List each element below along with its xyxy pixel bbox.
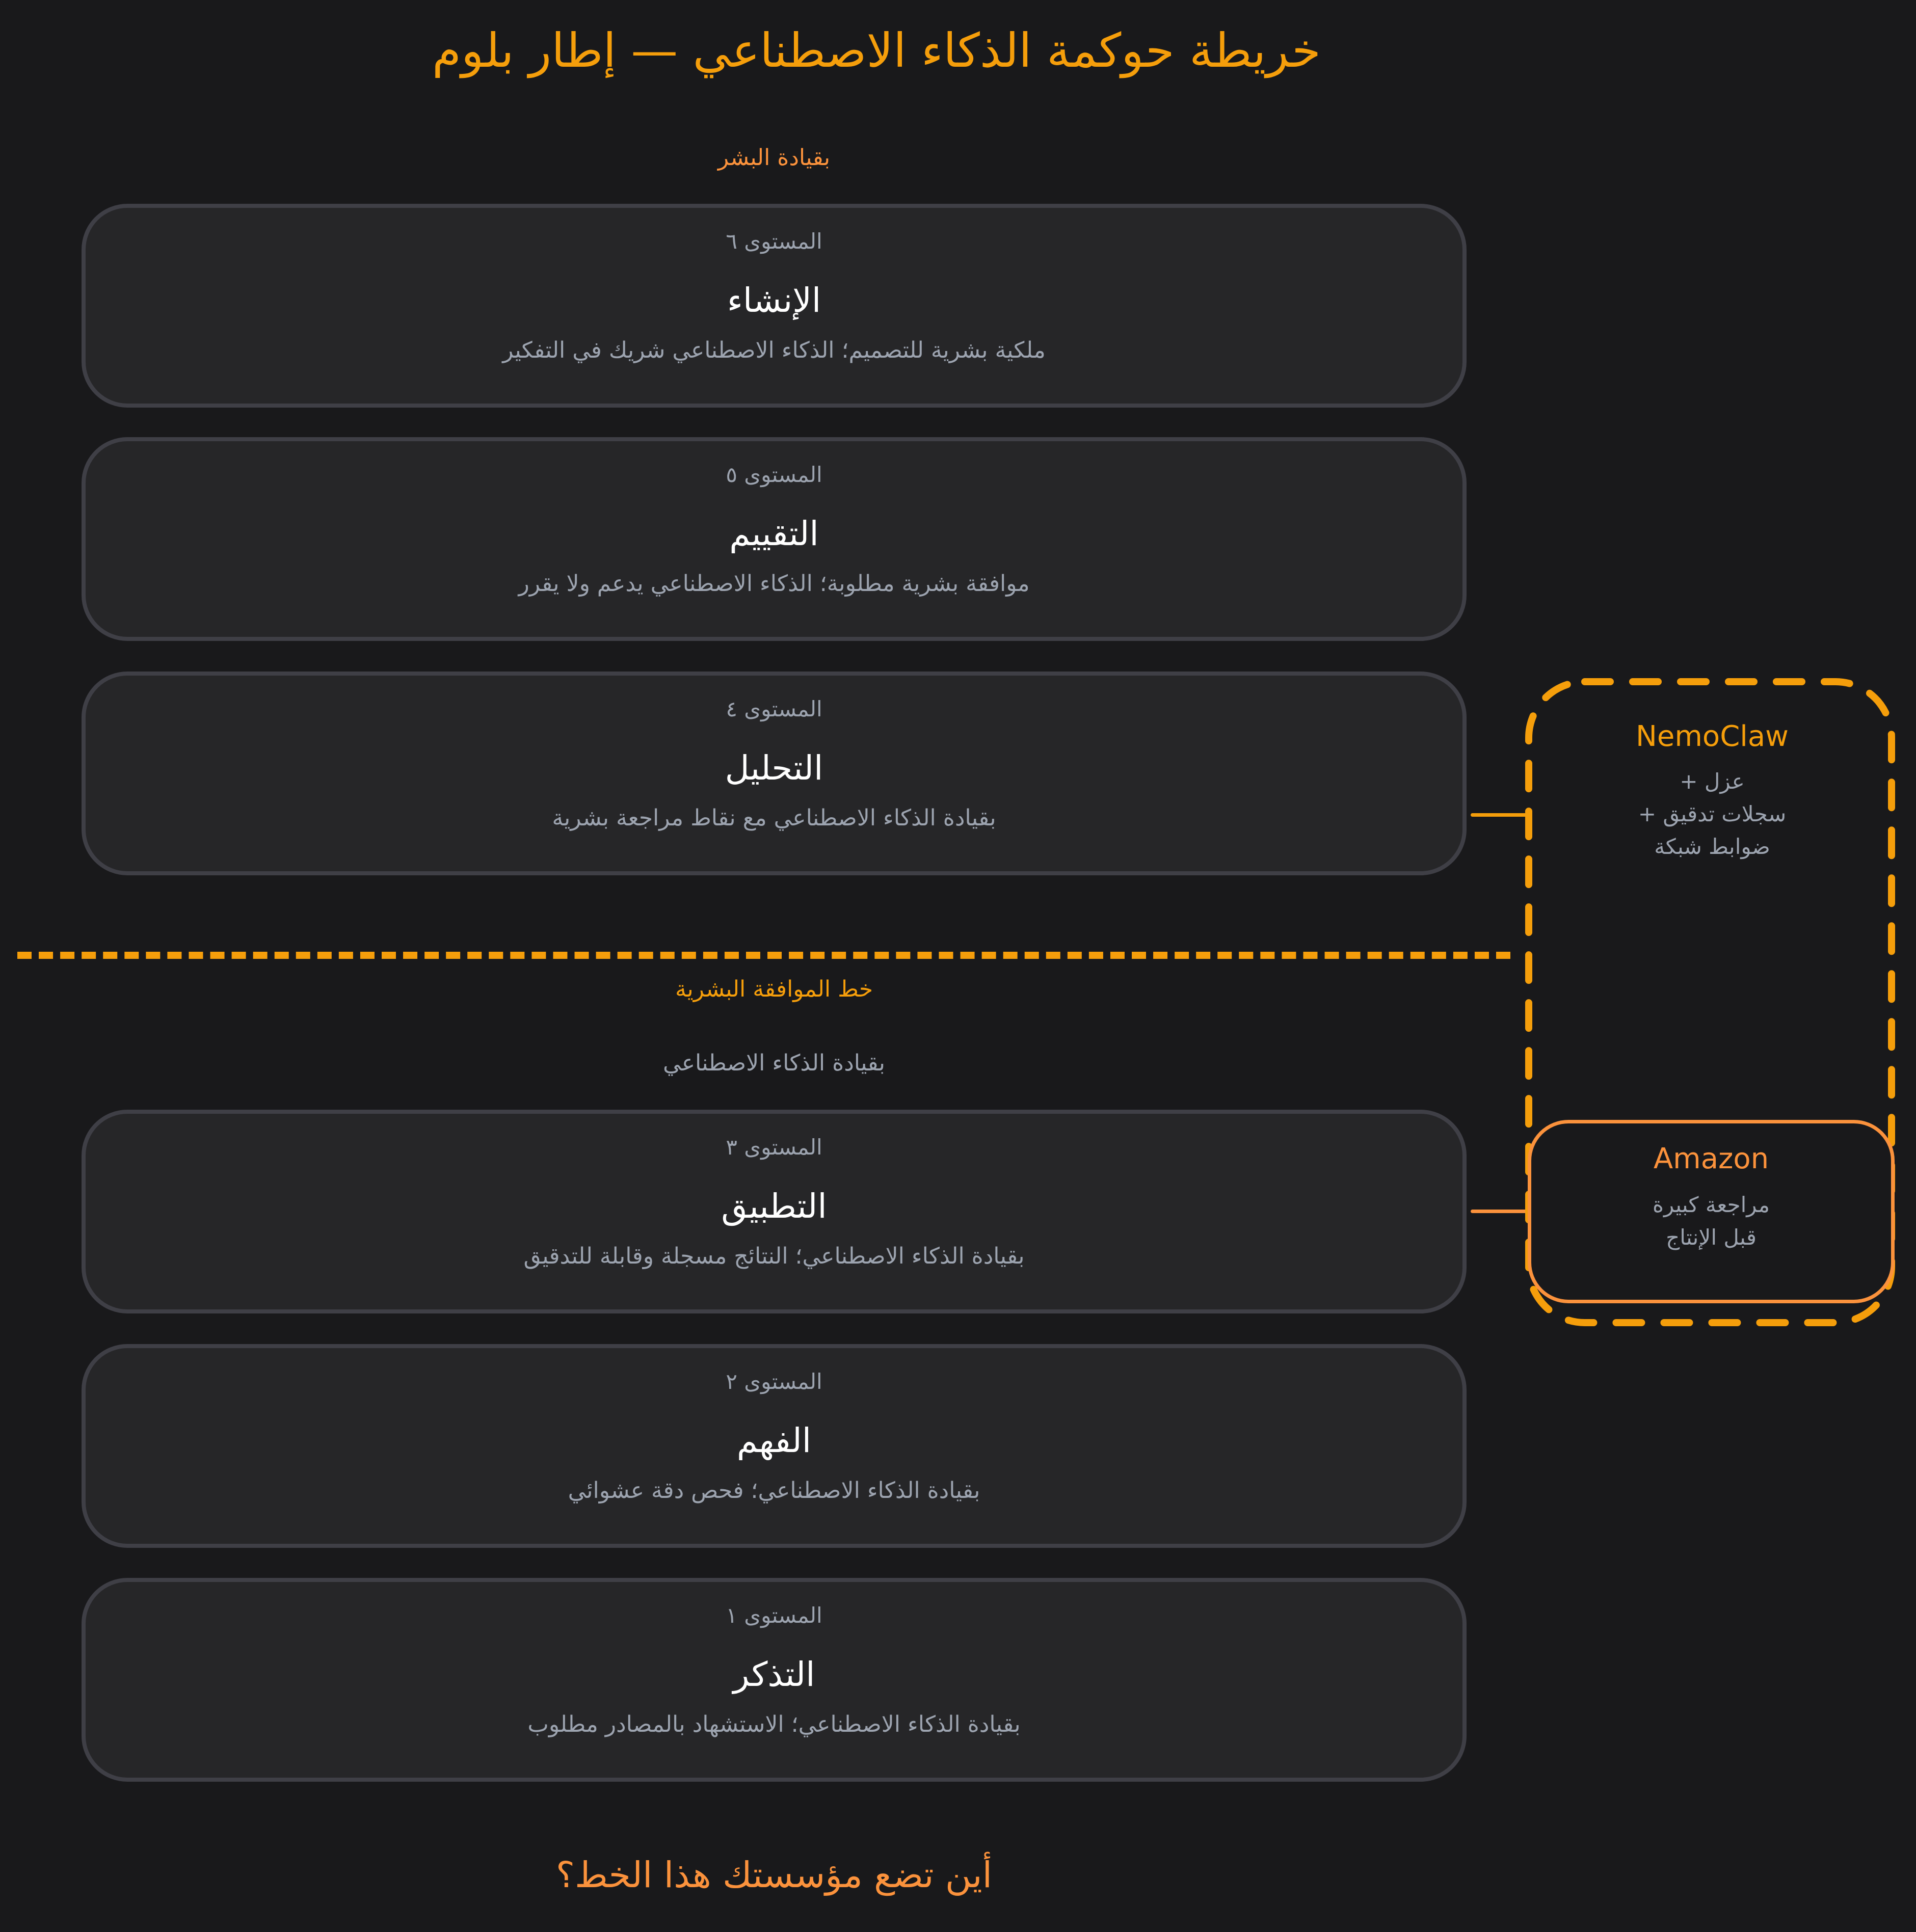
level-number: المستوى ٦ xyxy=(726,229,822,254)
level-name: التقييم xyxy=(729,514,819,553)
human-approval-line xyxy=(17,952,1510,959)
nemoclaw-box xyxy=(1529,718,1896,863)
level-description: موافقة بشرية مطلوبة؛ الذكاء الاصطناعي يدعم ولا يقرر xyxy=(518,571,1030,597)
connector-level3-amazon xyxy=(1471,1210,1529,1213)
level-description: بقيادة الذكاء الاصطناعي؛ فحص دقة عشوائي xyxy=(568,1478,980,1504)
level-number: المستوى ٥ xyxy=(726,462,822,487)
level-name: التذكر xyxy=(733,1655,815,1694)
section-label-ai-led: بقيادة الذكاء الاصطناعي xyxy=(663,1050,885,1076)
level-card-4 xyxy=(82,672,1467,875)
connector-level4-nemoclaw xyxy=(1471,813,1529,817)
level-card-1 xyxy=(82,1578,1467,1782)
level-description: بقيادة الذكاء الاصطناعي مع نقاط مراجعة بشرية xyxy=(552,805,996,831)
level-number: المستوى ٤ xyxy=(726,696,822,721)
closing-question: أين تضع مؤسستك هذا الخط؟ xyxy=(555,1854,993,1896)
level-description: ملكية بشرية للتصميم؛ الذكاء الاصطناعي شريك في التفكير xyxy=(502,337,1046,363)
level-name: التطبيق xyxy=(721,1187,827,1226)
amazon-line: مراجعة كبيرة xyxy=(1653,1192,1770,1217)
amazon-title: Amazon xyxy=(1653,1142,1769,1175)
level-name: الفهم xyxy=(736,1421,812,1460)
nemoclaw-title: NemoClaw xyxy=(1636,720,1789,753)
level-name: التحليل xyxy=(725,748,823,788)
section-label-human-led: بقيادة البشر xyxy=(717,145,831,171)
nemoclaw-line: عزل + xyxy=(1680,769,1745,794)
level-number: المستوى ٣ xyxy=(726,1135,822,1160)
section-label-approval-line: خط الموافقة البشرية xyxy=(675,976,873,1002)
level-description: بقيادة الذكاء الاصطناعي؛ الاستشهاد بالمصادر مطلوب xyxy=(527,1711,1021,1737)
level-card-2 xyxy=(82,1344,1467,1548)
level-number: المستوى ٢ xyxy=(726,1369,822,1394)
level-card-6 xyxy=(82,204,1467,408)
level-card-3 xyxy=(82,1110,1467,1313)
nemoclaw-line: ضوابط شبكة xyxy=(1654,834,1770,859)
level-card-5 xyxy=(82,437,1467,641)
amazon-box xyxy=(1528,1120,1895,1303)
nemoclaw-line: سجلات تدقيق + xyxy=(1638,801,1787,826)
nemoclaw-description xyxy=(1638,765,1786,863)
level-number: المستوى ١ xyxy=(726,1603,822,1628)
amazon-description xyxy=(1653,1189,1770,1254)
page-title: خريطة حوكمة الذكاء الاصطناعي — إطار بلوم xyxy=(432,23,1321,78)
level-name: الإنشاء xyxy=(727,281,821,320)
amazon-line: قبل الإنتاج xyxy=(1666,1225,1757,1250)
level-description: بقيادة الذكاء الاصطناعي؛ النتائج مسجلة وقابلة للتدقيق xyxy=(523,1243,1025,1269)
